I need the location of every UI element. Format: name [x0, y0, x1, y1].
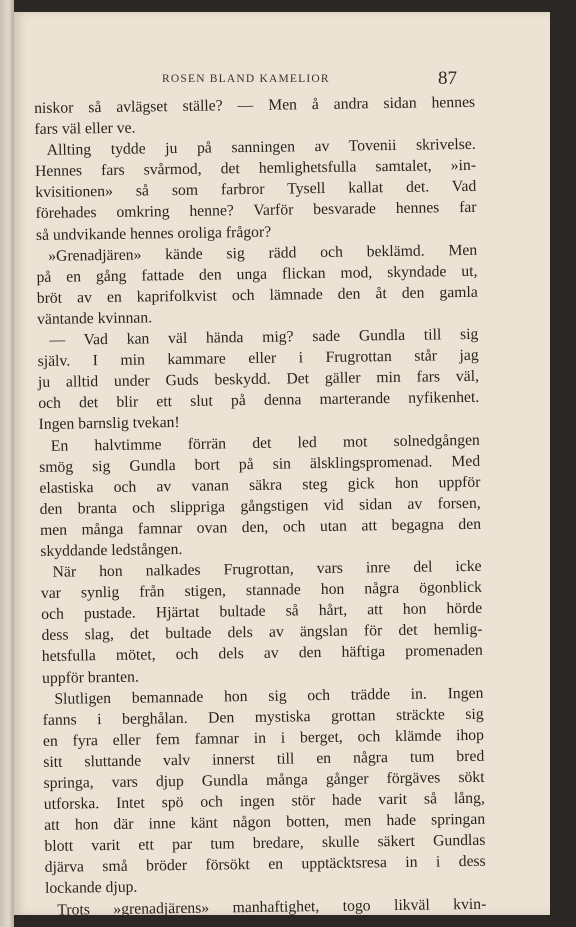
text-line: elastiska och av vanan säkra steg gick hon uppför: [39, 473, 481, 497]
text-line: skyddande ledstången.: [40, 540, 183, 560]
text-line: blott varit ett par tum bredare, skulle säkert Gundlas: [44, 832, 486, 856]
text-line: En halvtimme förrän det led mot solnedgången: [50, 431, 480, 455]
text-line: sitt sluttande valv innerst till en några tum bred: [43, 747, 485, 771]
text-line: så undvikande hennes oroliga frågor?: [35, 223, 272, 244]
body-text: [34, 92, 486, 921]
text-line: Allting tydde ju på sanningen av Tovenii skrivelse.: [46, 136, 476, 160]
text-line: bröt av en kaprifolkvist och lämnade den åt den gamla: [36, 283, 478, 307]
text-line: lockande djup.: [44, 879, 138, 898]
text-line: en fyra eller fem famnar in i berget, och klämde ihop: [42, 726, 485, 750]
text-line: Slutligen bemannade hon sig och trädde in. Ingen: [54, 684, 484, 708]
text-line: — Vad kan väl hända mig? sade Gundla till sig: [49, 325, 479, 349]
text-line: dess slag, det bultade dels av ängslan för det hemlig-: [41, 621, 483, 645]
text-line: ju alltid under Guds beskydd. Det gäller min fars väl,: [37, 368, 480, 392]
text-line: och pustade. Hjärtat bultade så hårt, att hon hörde: [41, 600, 483, 624]
text-line: själv. I min kammare eller i Frugrottan står jag: [37, 346, 479, 371]
text-line: niskor så avlägset ställe? — Men å andra sidan hennes: [34, 93, 476, 117]
text-line: väntande kvinnan.: [36, 309, 153, 328]
text-line: Ingen barnslig tvekan!: [38, 414, 180, 434]
previous-page-edge: [0, 0, 14, 927]
text-line: den branta och slippriga gångstigen vid sidan av forsen,: [39, 494, 481, 518]
text-line: förehades omkring henne? Varför besvarade hennes far: [35, 199, 477, 223]
text-line: utforska. Intet spö och ingen stör hade varit så lång,: [43, 789, 485, 814]
text-line: hetsfulla mötet, och dels av den häftiga promenaden: [41, 642, 483, 666]
text-line: När hon nalkades Frugrottan, vars inre del icke: [52, 557, 482, 581]
text-line: men många famnar ovan den, och utan att begagna den: [39, 515, 482, 539]
text-line: fanns i berghålan. Den mystiska grottan sträckte sig: [42, 705, 484, 729]
text-line: att hon där inne känt någon botten, men hade springan: [44, 810, 486, 835]
text-line: smög sig Gundla bort på sin älsklingspromenad. Med: [39, 452, 481, 476]
text-line: Hennes fars svårmod, det hemlighetsfulla samtalet, »in-: [34, 157, 477, 181]
text-line: Trots »grenadjärens» manhaftighet, togo likväl kvin-: [57, 895, 487, 919]
text-line: »Grenadjären» kände sig rädd och beklämd. Men: [48, 241, 478, 265]
text-line: springa, vars djup Gundla många gånger förgäves sökt: [43, 768, 485, 792]
text-line: kvisitionen» så som farbror Tysell kallat det. Vad: [35, 178, 477, 202]
text-line: var synlig från stigen, stannade hon några ögonblick: [40, 578, 482, 603]
text-line: och det blir ett slut på denna marterande nyfikenhet.: [38, 389, 480, 413]
text-line: uppför branten.: [41, 668, 139, 687]
text-line: på en gång fattade den unga flickan mod, skyndade ut,: [36, 262, 478, 286]
text-line: djärva små bröder försökt en upptäcktsresa in i dess: [44, 853, 486, 877]
text-line: fars väl eller ve.: [34, 119, 136, 139]
page-number: 87: [438, 68, 457, 89]
book-page: [14, 12, 550, 919]
running-head: ROSEN BLAND KAMELIOR: [162, 73, 330, 85]
